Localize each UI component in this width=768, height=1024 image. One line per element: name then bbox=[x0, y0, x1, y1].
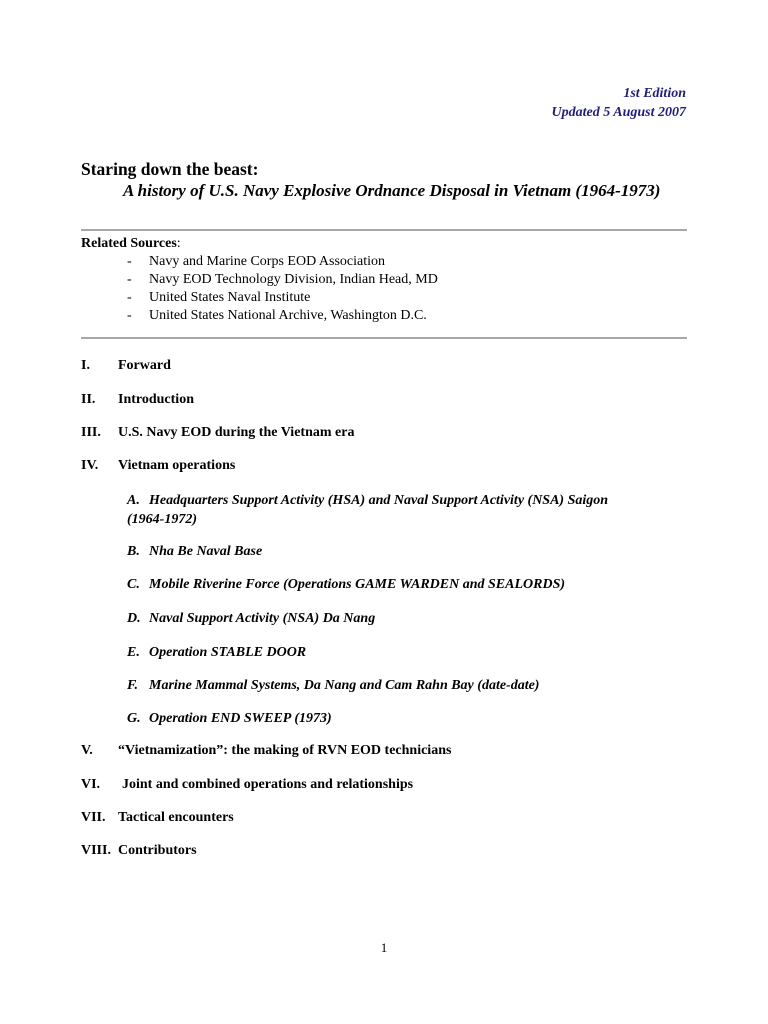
edition-label: 1st Edition bbox=[623, 86, 686, 101]
document-title: Staring down the beast: bbox=[81, 159, 259, 179]
subsection-item: C. Mobile Riverine Force (Operations GAME WARDEN and SEALORDS) bbox=[127, 577, 566, 592]
source-item: - United States National Archive, Washington D.C. bbox=[127, 308, 427, 323]
source-item: - Navy and Marine Corps EOD Association bbox=[127, 254, 386, 269]
related-sources bbox=[81, 235, 438, 325]
subsection-item: A. Headquarters Support Activity (HSA) and Naval Support Activity (NSA) Saigon (1964-1972) bbox=[127, 493, 609, 527]
related-sources-list bbox=[81, 253, 438, 325]
related-sources-heading: Related Sources: bbox=[81, 236, 181, 251]
document-subtitle: A history of U.S. Navy Explosive Ordnance Disposal in Vietnam (1964-1973) bbox=[123, 181, 661, 200]
subsection-item: B. Nha Be Naval Base bbox=[127, 544, 263, 559]
subsection-item: E. Operation STABLE DOOR bbox=[127, 645, 307, 660]
subsection-item: D. Naval Support Activity (NSA) Da Nang bbox=[127, 611, 376, 626]
updated-date: Updated 5 August 2007 bbox=[551, 105, 686, 120]
edition-block bbox=[552, 84, 686, 122]
source-item: - Navy EOD Technology Division, Indian Head, MD bbox=[127, 272, 438, 287]
page-number: 1 bbox=[380, 940, 388, 955]
bottom-divider bbox=[81, 337, 687, 339]
source-item: - United States Naval Institute bbox=[127, 290, 311, 305]
subsection-item: G. Operation END SWEEP (1973) bbox=[127, 711, 332, 726]
top-divider bbox=[81, 229, 687, 231]
subsection-item: F. Marine Mammal Systems, Da Nang and Cam Rahn Bay (date-date) bbox=[127, 678, 540, 693]
